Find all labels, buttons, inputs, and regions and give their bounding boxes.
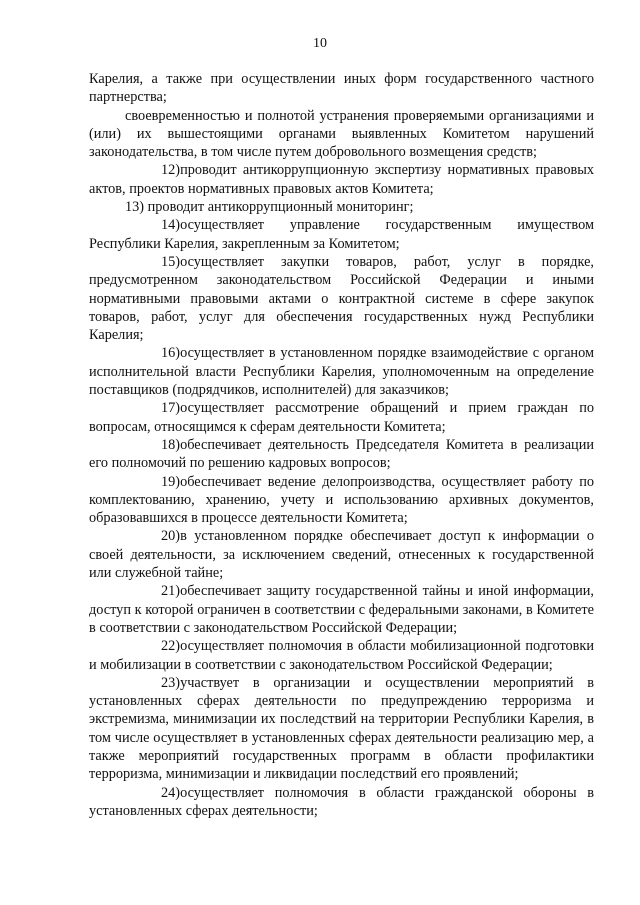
- item-number: 17): [161, 400, 181, 417]
- item-text: осуществляет закупки товаров, работ, услуг в порядке, предусмотренном законодательством Российской Федерации и иными нормативными правовыми актами о контрактной системе в сфере закупок товаров, работ, услуг для обеспечения государственных нужд Республики Карелия;: [89, 253, 594, 344]
- list-item: [89, 198, 594, 216]
- item-text: участвует в организации и осуществлении мероприятий в установленных сферах деятельности по предупреждению терроризма и экстремизма, минимизации их последствий на территории Республики Карелия, в том числе осуществляет в установленных сферах деятельности реализацию мер, а также мероприятий государственных программ в области профилактики терроризма, минимизации и ликвидации последствий его проявлений;: [89, 674, 594, 783]
- item-number: 22): [161, 638, 181, 655]
- list-item: [89, 582, 594, 637]
- item-number: 18): [161, 436, 181, 453]
- item-number: 20): [161, 528, 181, 545]
- item-number: 24): [161, 784, 181, 801]
- list-item: [89, 674, 594, 784]
- list-item: [89, 436, 594, 473]
- item-text: 13) проводит антикоррупционный мониторинг;: [125, 199, 414, 216]
- document-body: [89, 70, 594, 820]
- list-item: [89, 637, 594, 674]
- list-item: [89, 527, 594, 582]
- item-text: осуществляет управление государственным имуществом Республики Карелия, закрепленным за Комитетом;: [89, 217, 594, 252]
- list-item: [89, 216, 594, 253]
- list-item: [89, 399, 594, 436]
- item-number: 12): [161, 162, 181, 179]
- item-text: обеспечивает деятельность Председателя Комитета в реализации его полномочий по решению кадровых вопросов;: [89, 436, 594, 472]
- item-text: в установленном порядке обеспечивает доступ к информации о своей деятельности, за исключением сведений, отнесенных к государственной или служебной тайне;: [89, 528, 594, 582]
- list-item: [89, 473, 594, 528]
- item-number: 19): [161, 473, 181, 490]
- list-item: [89, 70, 594, 107]
- item-text: своевременностью и полнотой устранения проверяемыми организациями и (или) их вышестоящими органами выявленных Комитетом нарушений законодательства, в том числе путем добровольного возмещения средств;: [89, 107, 594, 161]
- list-item: [89, 344, 594, 399]
- item-number: 15): [161, 253, 181, 270]
- list-item: [89, 107, 594, 162]
- list-item: [89, 784, 594, 821]
- page-number: 10: [313, 36, 327, 51]
- item-number: 23): [161, 674, 181, 691]
- list-item: [89, 253, 594, 344]
- item-text: осуществляет в установленном порядке взаимодействие с органом исполнительной власти Республики Карелия, уполномоченным на определение поставщиков (подрядчиков, исполнителей) для заказчиков;: [89, 345, 594, 399]
- item-text: проводит антикоррупционную экспертизу нормативных правовых актов, проектов нормативных правовых актов Комитета;: [89, 162, 594, 197]
- item-text: обеспечивает ведение делопроизводства, осуществляет работу по комплектованию, хранению, учету и использованию архивных документов, образовавшихся в процессе деятельности Комитета;: [89, 473, 594, 527]
- item-number: 21): [161, 583, 181, 600]
- item-text: осуществляет полномочия в области гражданской обороны в установленных сферах деятельности;: [89, 784, 594, 819]
- list-item: [89, 161, 594, 198]
- item-text: обеспечивает защиту государственной тайны и иной информации, доступ к которой ограничен в соответствии с федеральными законами, в Комитете в соответствии с законодательством Российской Федерации;: [89, 583, 594, 636]
- item-text: осуществляет полномочия в области мобилизационной подготовки и мобилизации в соответствии с законодательством Российской Федерации;: [89, 638, 594, 673]
- item-text: осуществляет рассмотрение обращений и прием граждан по вопросам, относящимся к сферам деятельности Комитета;: [89, 400, 594, 435]
- item-text: Карелия, а также при осуществлении иных форм государственного частного партнерства;: [89, 71, 594, 106]
- item-number: 14): [161, 217, 181, 234]
- item-number: 16): [161, 345, 181, 362]
